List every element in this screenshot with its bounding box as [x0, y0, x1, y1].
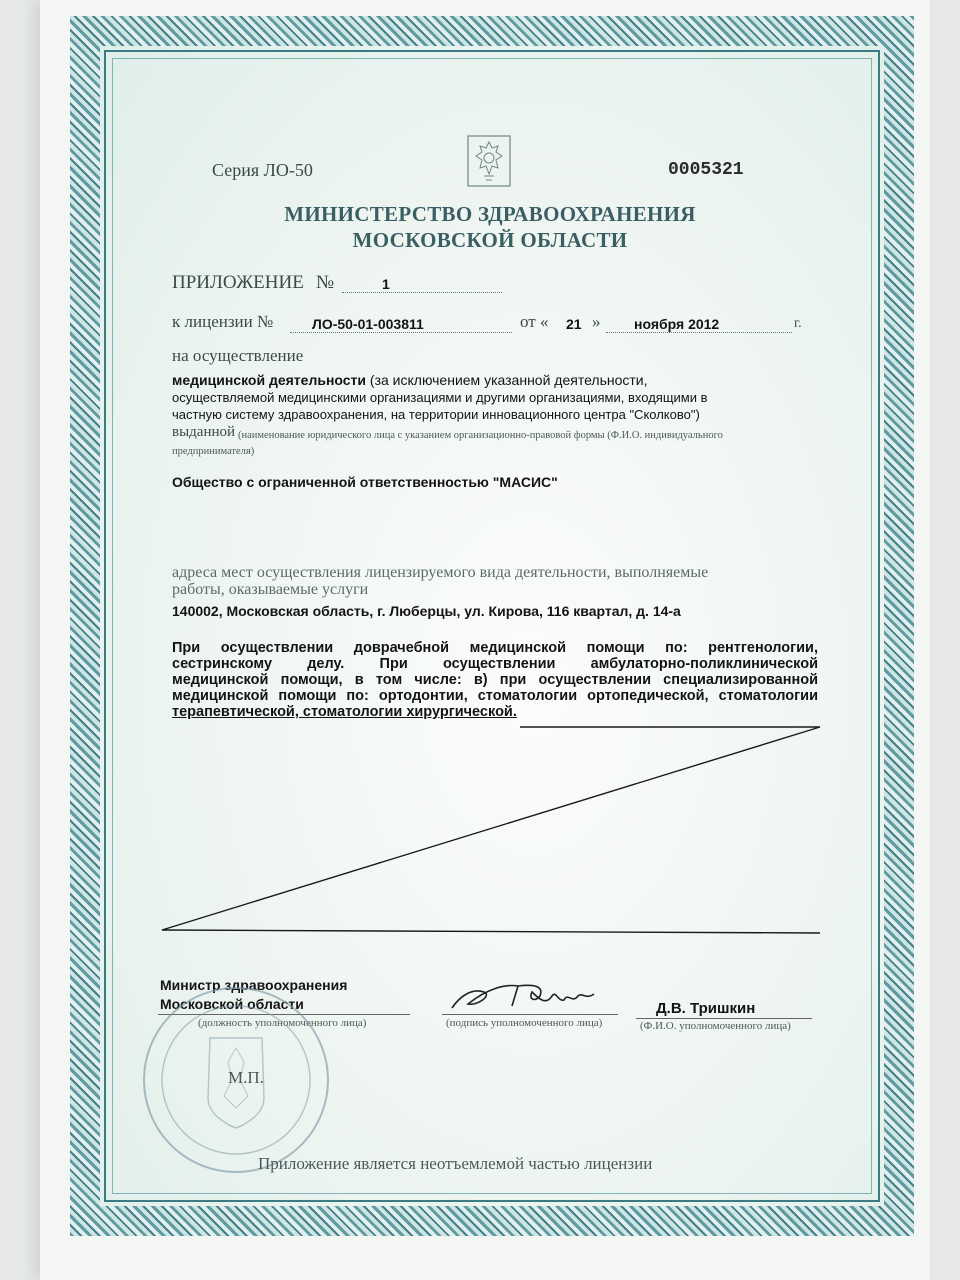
- licensee-name: Общество с ограниченной ответственностью "МАСИС": [172, 474, 558, 490]
- address-value: 140002, Московская область, г. Люберцы, ул. Кирова, 116 квартал, д. 14-а: [172, 603, 681, 619]
- series-label: Серия ЛО-50: [212, 160, 313, 180]
- license-year-suffix: г.: [794, 316, 802, 331]
- activity-line3: частную систему здравоохранения, на территории инновационного центра "Сколково"): [172, 407, 700, 422]
- services-line3: медицинской помощи, в том числе: в) при осуществлении специализированной: [172, 672, 818, 688]
- license-day-close: »: [592, 312, 601, 331]
- appendix-label: ПРИЛОЖЕНИЕ: [172, 272, 304, 293]
- services-line1: При осуществлении доврачебной медицинской помощи по: рентгенологии,: [172, 640, 818, 656]
- services-line2: сестринскому делу. При осуществлении амбулаторно-поликлинической: [172, 656, 818, 672]
- activity-bold: медицинской деятельности: [172, 372, 367, 388]
- signature-underline: [442, 1014, 618, 1015]
- activity-line2: осуществляемой медицинскими организациями и другими организациями, входящими в: [172, 390, 708, 405]
- activity-label: на осуществление: [172, 346, 304, 365]
- appendix-no-sign: №: [316, 272, 335, 293]
- ministry-title-line2: МОСКОВСКОЙ ОБЛАСТИ: [352, 228, 628, 252]
- license-number: ЛО-50-01-003811: [312, 316, 424, 332]
- address-label-line1: адреса мест осуществления лицензируемого вида деятельности, выполняемые: [172, 564, 709, 581]
- license-label: к лицензии №: [172, 312, 274, 331]
- issued-hint-line2: предпринимателя): [172, 446, 255, 457]
- services-line5: терапевтической, стоматологии хирургической.: [172, 704, 517, 720]
- name-underline: [636, 1018, 812, 1019]
- signer-name: Д.В. Тришкин: [656, 1000, 756, 1017]
- issued-hint-line1: (наименование юридического лица с указанием организационно-правовой формы (Ф.И.О. индивидуального: [238, 430, 723, 441]
- name-caption: (Ф.И.О. уполномоченного лица): [640, 1020, 791, 1032]
- position-caption: (должность уполномоченного лица): [198, 1017, 367, 1029]
- license-day: 21: [566, 316, 582, 332]
- appendix-number: 1: [382, 276, 390, 292]
- ministry-title-line1: МИНИСТЕРСТВО ЗДРАВООХРАНЕНИЯ: [284, 202, 696, 226]
- license-from-label: от «: [520, 312, 549, 331]
- activity-line1-rest: (за исключением указанной деятельности,: [369, 372, 648, 388]
- signer-position-line1: Министр здравоохранения: [160, 977, 348, 993]
- stamp-label: М.П.: [228, 1068, 264, 1087]
- services-line4: медицинской помощи по: ортодонтии, стоматологии ортопедической, стоматологии: [172, 688, 818, 704]
- issued-label: выданной: [172, 424, 236, 440]
- signature-caption: (подпись уполномоченного лица): [446, 1017, 603, 1029]
- signer-position-line2: Московской области: [160, 996, 304, 1012]
- form-number: 0005321: [668, 160, 744, 180]
- address-label-line2: работы, оказываемые услуги: [172, 581, 369, 598]
- footer-note: Приложение является неотъемлемой частью лицензии: [258, 1154, 653, 1173]
- license-month-year: ноября 2012: [634, 316, 720, 332]
